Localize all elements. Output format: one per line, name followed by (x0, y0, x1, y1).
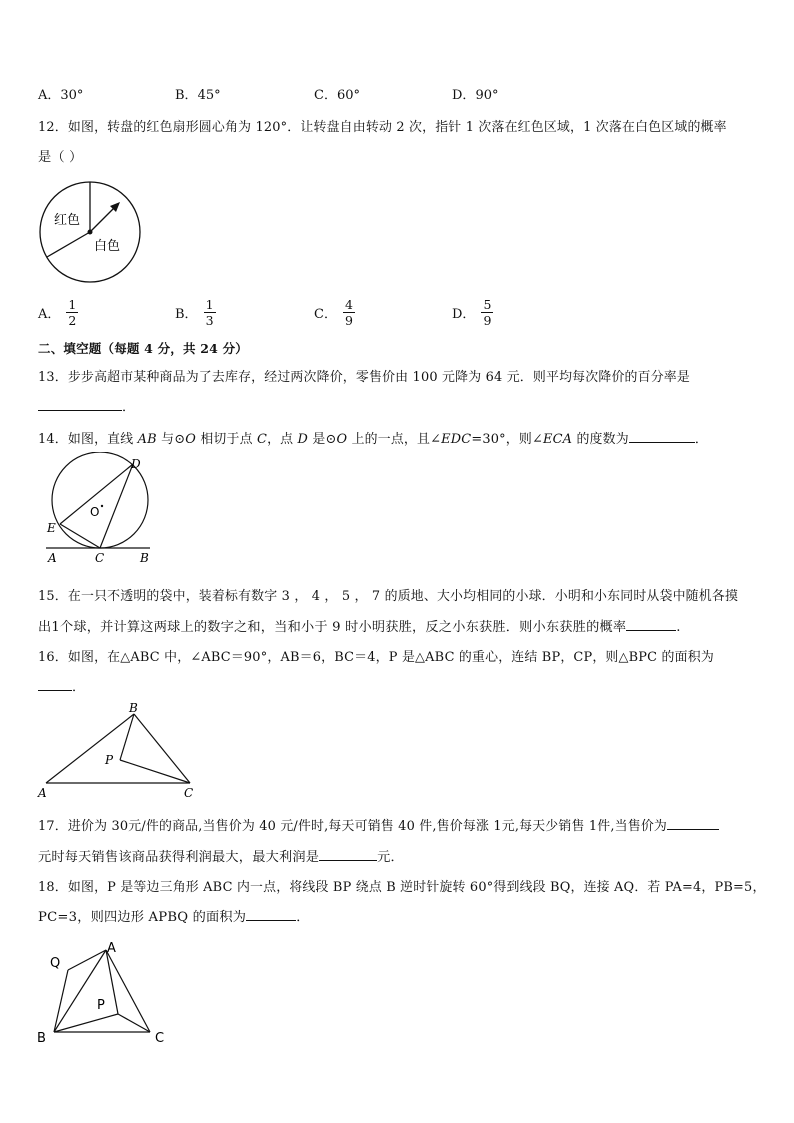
side-ab (46, 714, 134, 783)
q12-spinner-figure (36, 178, 146, 288)
q17-stem-line2: 元时每天销售该商品获得利润最大，最大利润是 元． (38, 850, 404, 865)
q13-stem-line1: 13．步步高超市某种商品为了去库存，经过两次降价，零售价由 100 元降为 64 元．则平均每次降价的百分率是 (38, 370, 690, 385)
q17-price-blank[interactable] (667, 817, 719, 830)
q11-option-a: A．30° (38, 88, 84, 103)
q18-stem-line1: 18．如图，P 是等边三角形 ABC 内一点，将线段 BP 绕点 B 逆时针旋转 60°得到线段 BQ，连接 AQ．若 PA=4，PB=5， (38, 880, 766, 895)
label-p: P (105, 753, 114, 767)
label-c: C (155, 1031, 165, 1046)
q11-option-d: D．90° (452, 88, 499, 103)
q13-stem-line2: ． (38, 396, 135, 415)
q18-stem-line2: PC=3，则四边形 APBQ 的面积为 ． (38, 910, 310, 925)
label-p: P (97, 998, 105, 1013)
q12-stem-line2: 是（ ） (38, 150, 83, 165)
q14-circle-figure (38, 452, 160, 568)
label-o: O (90, 505, 100, 519)
spinner-red-label: 红色 (54, 213, 81, 228)
label-a: A (48, 551, 57, 565)
q11-option-b: B．45° (175, 88, 221, 103)
q15-stem-line1: 15．在一只不透明的袋中，装着标有数字 3 ， 4 ， 5 ， 7 的质地、大小均相同的小球．小明和小东同时从袋中随机各摸 (38, 589, 739, 604)
segment-bp (120, 714, 134, 760)
q15-stem-line2: 出1个球，并计算这两球上的数字之和，当和小于 9 时小明获胜，反之小东获胜．则小东获胜的概率 . (38, 620, 681, 635)
q12-option-d: D． $\frac{5}{9}$ (452, 297, 492, 328)
side-bc (134, 714, 190, 783)
chord-dc (100, 464, 133, 548)
q12-option-b: B． $\frac{1}{3}$ (175, 297, 214, 328)
q16-stem-line1: 16．如图，在△ABC 中，∠ABC＝90°，AB＝6，BC＝4，P 是△ABC 的重心，连结 BP，CP，则△BPC 的面积为 (38, 650, 714, 665)
label-b: B (37, 1031, 46, 1046)
label-c: C (95, 551, 105, 565)
spinner-radius-lower-left (47, 232, 90, 257)
label-e: E (47, 521, 56, 535)
label-a: A (38, 786, 47, 800)
label-c: C (184, 786, 194, 800)
spinner-white-label: 白色 (94, 239, 121, 254)
q16-answer-blank[interactable] (38, 678, 72, 691)
q16-stem-line2: ． (38, 676, 85, 695)
q11-option-c: C．60° (314, 88, 360, 103)
label-b: B (140, 551, 149, 565)
q17-stem-line1: 17．进价为 30元/件的商品,当售价为 40 元/件时,每天可销售 40 件,售价每涨 1元,每天少销售 1件,当售价为 (38, 815, 719, 834)
center-dot (101, 505, 103, 507)
q12-option-a: A． $\frac{1}{2}$ (38, 297, 77, 328)
q12-stem-line1: 12．如图，转盘的红色扇形圆心角为 120°．让转盘自由转动 2 次，指针 1 次落在红色区域，1 次落在白色区域的概率 (38, 120, 727, 135)
q18-answer-blank[interactable] (246, 908, 296, 921)
q14-stem: 14．如图，直线 AB 与⊙O 相切于点 C，点 D 是⊙O 上的一点，且∠EDC=30°，则∠ECA 的度数为 ． (38, 432, 708, 447)
q12-option-c: C． $\frac{4}{9}$ (314, 297, 353, 328)
q13-answer-blank[interactable] (38, 398, 122, 411)
label-b: B (129, 701, 138, 715)
spinner-pointer (90, 206, 116, 232)
chord-ec (60, 524, 100, 548)
label-d: D (131, 457, 141, 471)
label-q: Q (50, 956, 61, 971)
spinner-center-dot (88, 230, 93, 235)
segment-qb (54, 970, 68, 1032)
q16-triangle-figure (34, 700, 204, 802)
q15-answer-blank[interactable] (626, 618, 676, 631)
segment-pc (120, 760, 190, 783)
q18-quadrilateral-figure (34, 934, 174, 1050)
segment-pa (106, 950, 118, 1014)
q14-answer-blank[interactable] (629, 430, 695, 443)
label-a: A (107, 941, 116, 956)
q17-profit-blank[interactable] (319, 848, 377, 861)
section-title: 二、填空题（每题 4 分，共 24 分） (38, 341, 249, 356)
